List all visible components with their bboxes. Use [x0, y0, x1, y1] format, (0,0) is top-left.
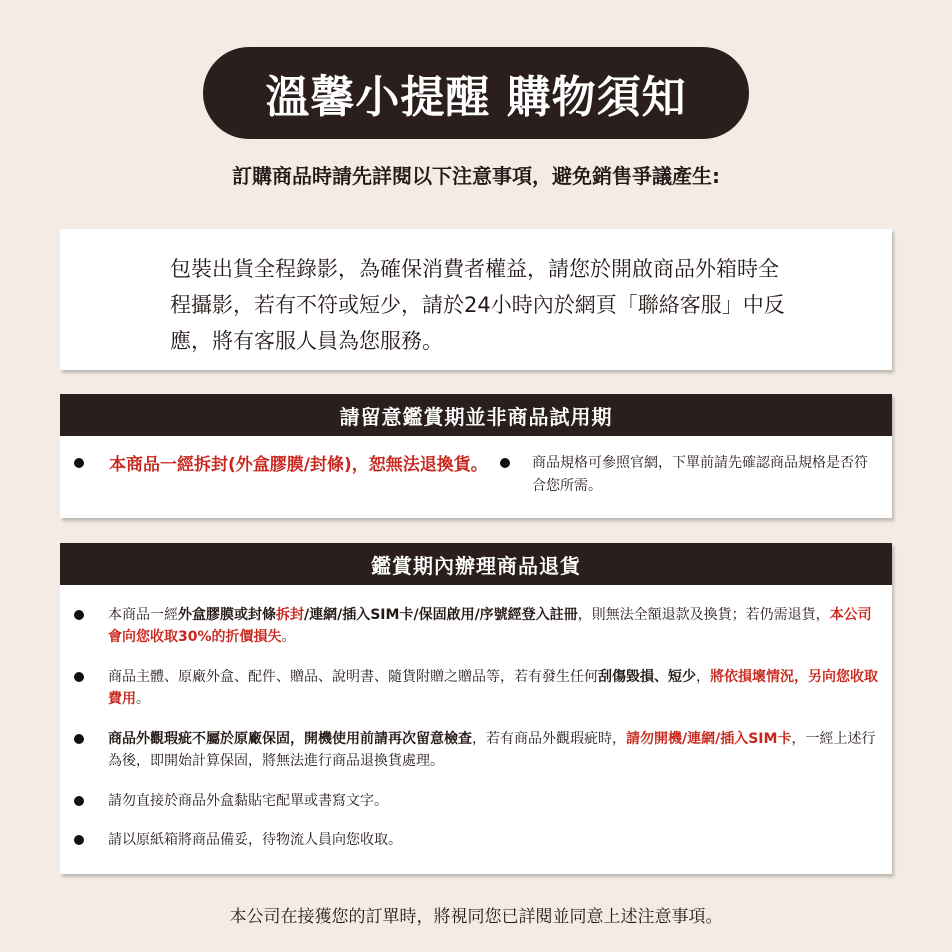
list-item [74, 666, 880, 710]
text-segment: ， [696, 669, 710, 685]
bullet-icon [74, 672, 84, 682]
bold-text: 刮傷毀損、短少 [598, 669, 696, 685]
bullet-icon [74, 610, 84, 620]
bold-text: /連網/插入SIM卡/保固啟用/序號經登入註冊 [304, 607, 578, 623]
bullet-icon [74, 734, 84, 744]
recording-notice-text: 包裝出貨全程錄影，為確保消費者權益，請您於開啟商品外箱時全程攝影，若有不符或短少，請於24小時內於網頁「聯絡客服」中反應，將有客服人員為您服務。 [170, 257, 785, 353]
highlight-red-text: 將依損壞情況，另向您收取費用 [108, 669, 878, 707]
appreciation-period-heading: 請留意鑑賞期並非商品試用期 [60, 394, 892, 436]
no-return-after-unsealing-text: 本商品一經拆封(外盒膠膜/封條)，恕無法退換貨。 [109, 455, 488, 475]
text-segment: ，則無法全額退款及換貨；若仍需退貨， [577, 607, 830, 623]
bullet-icon [74, 835, 84, 845]
agreement-footer: 本公司在接獲您的訂單時，將視同您已詳閱並同意上述注意事項。 [229, 907, 723, 927]
list-item [74, 728, 880, 772]
page-title-banner [203, 47, 749, 139]
return-policy-heading: 鑑賞期內辦理商品退貨 [60, 543, 892, 585]
page-title: 溫馨小提醒 購物須知 [265, 72, 687, 123]
bold-text: 外盒膠膜或封條 [178, 607, 276, 623]
bullet-icon [500, 458, 510, 468]
return-policy-item-text [108, 666, 878, 710]
text-segment: 請以原紙箱將商品備妥，待物流人員向您收取。 [108, 832, 402, 848]
highlight-red-text: 拆封 [276, 607, 304, 623]
return-policy-card [60, 543, 892, 874]
return-policy-item-text [108, 829, 878, 851]
page-subtitle: 訂購商品時請先詳閱以下注意事項，避免銷售爭議產生: [232, 164, 720, 188]
highlight-red-text: 請勿開機/連網/插入SIM卡 [626, 731, 792, 747]
text-segment: 商品主體、原廠外盒、配件、贈品、說明書、隨貨附贈之贈品等，若有發生任何 [108, 669, 598, 685]
highlight-red-text: 本公司會向您收取30%的折價損失 [108, 607, 872, 645]
text-segment: ，若有商品外觀瑕疵時， [472, 731, 626, 747]
list-item [74, 790, 880, 812]
return-policy-item-text [108, 604, 878, 648]
text-segment: 請勿直接於商品外盒黏貼宅配單或書寫文字。 [108, 793, 388, 809]
check-specs-item [500, 452, 880, 498]
return-policy-item-text [108, 790, 878, 812]
list-item [74, 829, 880, 851]
text-segment: 。 [136, 691, 150, 707]
text-segment: 本商品一經 [108, 607, 178, 623]
recording-notice-card [60, 229, 892, 370]
appreciation-period-card [60, 394, 892, 518]
no-return-after-unsealing-item [74, 452, 492, 479]
bold-text: 商品外觀瑕疵不屬於原廠保固，開機使用前請再次留意檢查 [108, 731, 472, 747]
text-segment: 。 [281, 629, 296, 645]
bullet-icon [74, 458, 84, 468]
bullet-icon [74, 796, 84, 806]
list-item [74, 604, 880, 648]
return-policy-item-text [108, 728, 878, 772]
text-segment: ，一經上述行為後，即開始計算保固，將無法進行商品退換貨處理。 [108, 731, 876, 769]
check-specs-text: 商品規格可參照官網，下單前請先確認商品規格是否符合您所需。 [532, 455, 868, 494]
